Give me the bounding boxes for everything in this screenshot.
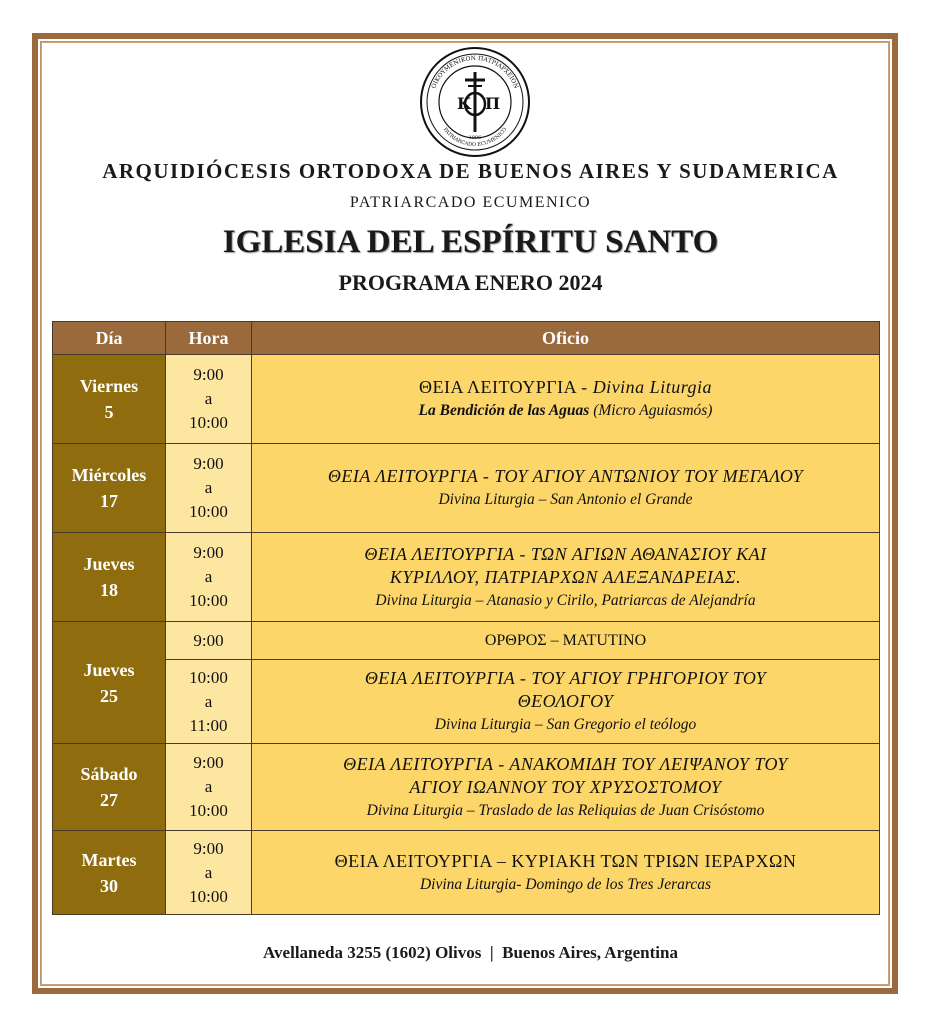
day-number: 25 xyxy=(100,685,118,706)
service-subtitle: Divina Liturgia – Traslado de las Reliquias de Juan Crisóstomo xyxy=(366,801,765,819)
svg-text:1996: 1996 xyxy=(468,135,482,141)
day-name: Martes xyxy=(81,849,137,870)
service-cell xyxy=(252,831,880,915)
day-cell xyxy=(53,622,166,744)
end-time: 10:00 xyxy=(189,886,228,906)
greek-service-title: ΘΕΙΑ ΛΕΙΤΟΥΡΓΙΑ - ΤΟΥ ΑΓΙΟΥ ΑΝΤΩΝΙΟΥ ΤΟΥ ΜΕΓΑΛΟΥ xyxy=(327,466,804,486)
day-name: Jueves xyxy=(83,554,135,574)
day-number: 5 xyxy=(104,402,114,422)
start-time: 9:00 xyxy=(193,838,224,858)
greek-service-title-line1: ΘΕΙΑ ΛΕΙΤΟΥΡΓΙΑ - ΤΩΝ ΑΓΙΩΝ ΑΘΑΝΑΣΙΟΥ ΚΑΙ xyxy=(364,543,767,564)
program-title: PROGRAMA ENERO 2024 xyxy=(338,270,603,295)
time-cell xyxy=(166,622,252,660)
day-name: Jueves xyxy=(83,659,135,680)
day-number: 27 xyxy=(100,790,118,810)
column-header-dia: Día xyxy=(53,322,166,355)
time-separator: a xyxy=(204,389,213,408)
time-cell xyxy=(166,831,252,915)
service-cell xyxy=(252,622,880,660)
time-cell xyxy=(166,660,252,744)
svg-text:K: K xyxy=(457,94,471,113)
time-separator: a xyxy=(204,862,213,882)
greek-service-title-line1: ΘΕΙΑ ΛΕΙΤΟΥΡΓΙΑ - ΤΟΥ ΑΓΙΟΥ ΓΡΗΓΟΡΙΟΥ ΤΟΥ xyxy=(364,668,767,688)
greek-service-title-line2: ΚΥΡΙΛΛΟΥ, ΠΑΤΡΙΑΡΧΩΝ ΑΛΕΞΑΝΔΡΕΙΑΣ. xyxy=(389,566,742,587)
day-cell xyxy=(53,444,166,533)
service-cell xyxy=(252,660,880,744)
time-cell xyxy=(166,533,252,622)
end-time: 10:00 xyxy=(189,801,228,820)
time-separator: a xyxy=(204,777,213,796)
time-cell xyxy=(166,744,252,831)
greek-service-title: ΘΕΙΑ ΛΕΙΤΟΥΡΓΙΑ – ΚΥΡΙΑΚΗ ΤΩΝ ΤΡΙΩΝ ΙΕΡΑΡΧΩΝ xyxy=(334,850,797,871)
day-cell xyxy=(53,744,166,831)
service-cell xyxy=(252,444,880,533)
table-header-row xyxy=(53,322,880,355)
day-number: 30 xyxy=(100,875,118,896)
start-time: 10:00 xyxy=(189,667,228,687)
time-separator: a xyxy=(204,567,213,586)
day-cell xyxy=(53,355,166,444)
svg-text:PATRIARCADO ECUMENICO: PATRIARCADO ECUMENICO xyxy=(441,126,509,149)
day-name: Sábado xyxy=(80,764,138,784)
svg-text:ΟΙΚΟΥΜΕΝΙΚΟΝ ΠΑΤΡΙΑΡΧΕΙΟΝ: ΟΙΚΟΥΜΕΝΙΚΟΝ ΠΑΤΡΙΑΡΧΕΙΟΝ xyxy=(430,54,520,90)
end-time: 11:00 xyxy=(189,715,228,735)
table-row xyxy=(53,744,880,831)
start-time: 9:00 xyxy=(193,630,224,650)
end-time: 10:00 xyxy=(189,502,228,521)
end-time: 10:00 xyxy=(189,413,228,432)
start-time: 9:00 xyxy=(193,365,224,384)
patriarchate-seal-logo xyxy=(419,46,531,158)
table-row xyxy=(53,533,880,622)
table-row xyxy=(53,444,880,533)
day-number: 17 xyxy=(100,491,118,511)
table-row xyxy=(53,660,880,744)
day-name: Miércoles xyxy=(71,465,147,485)
greek-service-title-line2: ΑΓΙΟΥ ΙΩΑΝΝΟΥ ΤΟΥ ΧΡΥΣΟΣΤΟΜΟΥ xyxy=(409,776,722,797)
schedule-table xyxy=(52,321,880,915)
time-cell xyxy=(166,444,252,533)
day-cell xyxy=(53,831,166,915)
service-subtitle: Divina Liturgia – San Gregorio el teólogo xyxy=(434,716,697,733)
start-time: 9:00 xyxy=(193,543,224,562)
table-row xyxy=(53,831,880,915)
orthros-service-title: ΟΡΘΡΟΣ – MATUTINO xyxy=(484,632,647,649)
column-header-oficio: Oficio xyxy=(252,322,880,355)
church-title: IGLESIA DEL ESPÍRITU SANTO xyxy=(222,224,719,260)
greek-service-title-line2: ΘΕΟΛΟΓΟΥ xyxy=(517,691,614,711)
time-separator: a xyxy=(204,691,213,711)
service-subtitle: (Micro Aguiasmós) xyxy=(589,402,713,419)
day-cell xyxy=(53,533,166,622)
time-cell xyxy=(166,355,252,444)
table-row xyxy=(53,355,880,444)
service-subtitle: Divina Liturgia- Domingo de los Tres Jerarcas xyxy=(419,875,712,893)
day-name: Viernes xyxy=(79,376,139,396)
footer-address: Avellaneda 3255 (1602) Olivos | Buenos Aires, Argentina xyxy=(263,943,678,962)
day-number: 18 xyxy=(100,580,118,600)
spanish-service-title: Divina Liturgia xyxy=(592,377,713,397)
table-row xyxy=(53,622,880,660)
column-header-hora: Hora xyxy=(166,322,252,355)
archdiocese-heading: ARQUIDIÓCESIS ORTODOXA DE BUENOS AIRES Y SUDAMERICA xyxy=(102,159,839,183)
start-time: 9:00 xyxy=(193,753,224,772)
service-subtitle: Divina Liturgia – San Antonio el Grande xyxy=(438,491,693,508)
service-cell xyxy=(252,533,880,622)
service-cell xyxy=(252,355,880,444)
start-time: 9:00 xyxy=(193,454,224,473)
end-time: 10:00 xyxy=(189,591,228,610)
patriarchate-subheading: PATRIARCADO ECUMENICO xyxy=(349,194,592,211)
service-subtitle-bold: La Bendición de las Aguas xyxy=(418,402,590,419)
greek-service-title-line1: ΘΕΙΑ ΛΕΙΤΟΥΡΓΙΑ - ΑΝΑΚΟΜΙΔΗ ΤΟΥ ΛΕΙΨΑΝΟΥ ΤΟΥ xyxy=(343,753,788,774)
time-separator: a xyxy=(204,478,213,497)
svg-text:Π: Π xyxy=(485,94,501,113)
greek-service-title: ΘΕΙΑ ΛΕΙΤΟΥΡΓΙΑ - xyxy=(418,377,593,397)
service-cell xyxy=(252,744,880,831)
service-subtitle: Divina Liturgia – Atanasio y Cirilo, Patriarcas de Alejandría xyxy=(375,591,756,609)
